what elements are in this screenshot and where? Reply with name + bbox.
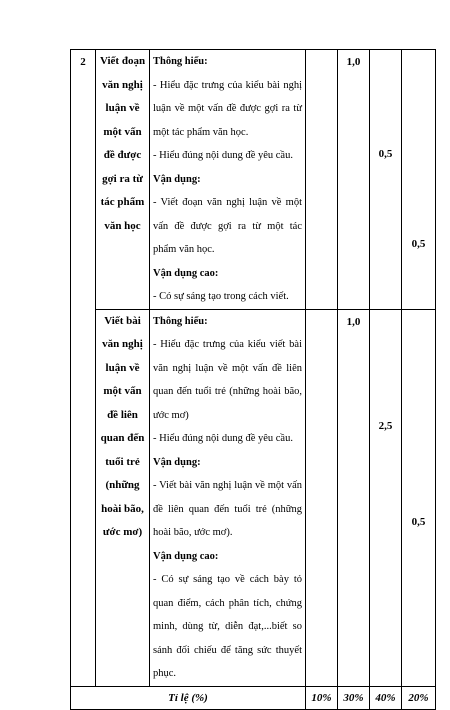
description-lines xyxy=(153,310,302,686)
topic-line: một vấn xyxy=(103,385,142,397)
topic-line: quan đến xyxy=(100,432,145,444)
topic-line: tác phẩm xyxy=(100,196,145,208)
score-thong-hieu xyxy=(338,309,370,686)
score-nhan-biet xyxy=(306,50,338,310)
description-cell xyxy=(150,50,306,310)
total-row xyxy=(71,686,436,709)
score-value: 1,0 xyxy=(346,315,361,328)
level-heading: Thông hiểu: xyxy=(153,315,208,327)
total-label: Tỉ lệ (%) xyxy=(71,686,306,709)
level-heading: Vận dụng cao: xyxy=(153,267,219,279)
total-percent: 20% xyxy=(402,686,436,709)
description-text: - Viết đoạn văn nghị luận về một vấn đề được gợi ra từ một tác phẩm văn học. xyxy=(153,197,302,255)
topic-line: ước mơ) xyxy=(102,526,143,538)
topic-line: luận về xyxy=(105,361,140,374)
description-text: - Hiểu đúng nội dung đề yêu cầu. xyxy=(153,150,293,161)
score-value: 1,0 xyxy=(346,56,361,68)
topic-line: văn nghị xyxy=(102,338,143,350)
matrix-table xyxy=(70,49,436,710)
topic-line: một vấn xyxy=(103,125,142,138)
topic-line: đề liên xyxy=(107,408,138,421)
topic-lines xyxy=(98,310,147,545)
description-text: - Có sự sáng tạo trong cách viết. xyxy=(153,291,289,302)
topic-cell xyxy=(96,50,150,310)
score-value: 0,5 xyxy=(378,148,393,160)
description-text: - Viết bài văn nghị luận về một vấn đề liên quan đến tuổi trẻ (những hoài bão, ước mơ). xyxy=(153,480,302,538)
total-percent: 30% xyxy=(338,686,370,709)
topic-line: văn nghị xyxy=(102,78,143,91)
level-heading: Thông hiểu: xyxy=(153,56,208,67)
topic-line: Viết đoạn xyxy=(99,55,146,67)
total-percent: 40% xyxy=(370,686,402,709)
topic-cell xyxy=(96,309,150,686)
level-heading: Vận dụng: xyxy=(153,173,201,185)
score-nhan-biet xyxy=(306,309,338,686)
description-lines xyxy=(153,50,302,309)
score-van-dung-cao xyxy=(402,309,436,686)
score-van-dung-cao xyxy=(402,50,436,310)
topic-line: tuổi trẻ xyxy=(105,455,140,468)
score-value: 2,5 xyxy=(378,419,393,432)
score-value: 0,5 xyxy=(411,238,426,250)
topic-line: Viết bài xyxy=(104,314,141,327)
row-number: 2 xyxy=(71,50,96,687)
topic-line: văn học xyxy=(104,219,141,232)
topic-line: đề được xyxy=(103,149,142,161)
level-heading: Vận dụng cao: xyxy=(153,550,219,562)
score-van-dung xyxy=(370,309,402,686)
topic-line: gợi ra từ xyxy=(102,172,143,185)
topic-line: hoài bão, xyxy=(101,502,144,515)
description-text: - Hiểu đặc trưng của kiểu bài nghị luận về một vấn đề được gợi ra từ một tác phẩm văn học. xyxy=(153,79,302,138)
description-cell xyxy=(150,309,306,686)
description-text: - Hiểu đúng nội dung đề yêu cầu. xyxy=(153,433,293,444)
topic-line: luận về xyxy=(105,102,140,114)
table-row xyxy=(71,309,436,686)
description-text: - Hiểu đặc trưng của kiểu viết bài văn nghị luận về một vấn đề liên quan đến tuổi trẻ (những hoài bão, ước mơ) xyxy=(153,339,302,421)
topic-line: (những xyxy=(105,479,140,491)
score-thong-hieu xyxy=(338,50,370,310)
score-van-dung xyxy=(370,50,402,310)
level-heading: Vận dụng: xyxy=(153,456,201,468)
description-text: - Có sự sáng tạo về cách bày tỏ quan điểm, cách phân tích, chứng minh, dùng từ, diễn đạt,...biết so sánh đối chiếu để tăng sức thuyết phục. xyxy=(153,574,302,679)
topic-lines xyxy=(98,50,147,238)
score-value: 0,5 xyxy=(411,515,426,528)
total-percent: 10% xyxy=(306,686,338,709)
table-row xyxy=(71,50,436,310)
